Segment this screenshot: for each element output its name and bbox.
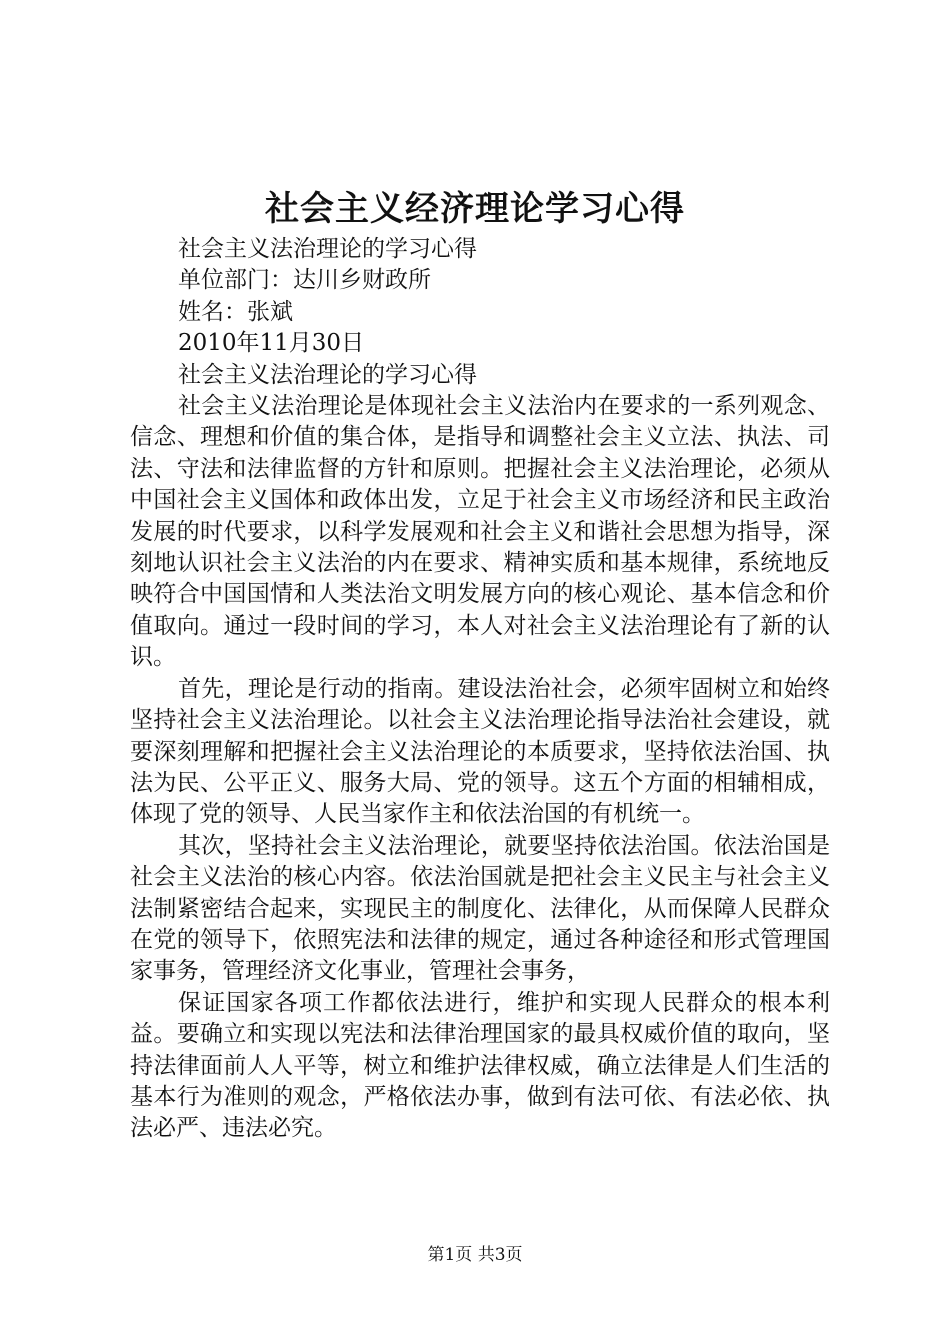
department-line: 单位部门：达川乡财政所 <box>178 267 431 294</box>
section-heading: 社会主义法治理论的学习心得 <box>178 361 477 388</box>
document-title: 社会主义经济理论学习心得 <box>265 189 685 229</box>
paragraph-2: 首先，理论是行动的指南。建设法治社会，必须牢固树立和始终坚持社会主义法治理论。以社会主义法治理论指导法治社会建设，就要深刻理解和把握社会主义法治理论的本质要求，坚持依法治国、执法为民、公平正义、服务大局、党的领导。这五个方面的相辅相成，体现了党的领导、人民当家作主和依法治国的有机统一。 <box>130 675 830 828</box>
subtitle-line: 社会主义法治理论的学习心得 <box>178 236 477 262</box>
author-line: 姓名：张斌 <box>178 298 293 325</box>
paragraph-4: 保证国家各项工作都依法进行，维护和实现人民群众的根本利益。要确立和实现以宪法和法律治理国家的最具权威价值的取向，坚持法律面前人人平等，树立和维护法律权威，确立法律是人们生活的基本行为准则的观念，严格依法办事，做到有法可依、有法必依、执法必严、违法必究。 <box>130 989 830 1142</box>
page-footer: 第1页 共3页 <box>427 1245 523 1265</box>
date-line: 2010年11月30日 <box>178 330 365 357</box>
paragraph-3: 其次，坚持社会主义法治理论，就要坚持依法治国。依法治国是社会主义法治的核心内容。依法治国就是把社会主义民主与社会主义法制紧密结合起来，实现民主的制度化、法律化，从而保障人民群众在党的领导下，依照宪法和法律的规定，通过各种途径和形式管理国家事务，管理经济文化事业，管理社会事务， <box>130 832 830 985</box>
paragraph-1: 社会主义法治理论是体现社会主义法治内在要求的一系列观念、信念、理想和价值的集合体，是指导和调整社会主义立法、执法、司法、守法和法律监督的方针和原则。把握社会主义法治理论，必须从中国社会主义国体和政体出发，立足于社会主义市场经济和民主政治发展的时代要求，以科学发展观和社会主义和谐社会思想为指导，深刻地认识社会主义法治的内在要求、精神实质和基本规律，系统地反映符合中国国情和人类法治文明发展方向的核心观论、基本信念和价值取向。通过一段时间的学习，本人对社会主义法治理论有了新的认识。 <box>130 393 830 671</box>
document-body <box>130 234 830 1145</box>
